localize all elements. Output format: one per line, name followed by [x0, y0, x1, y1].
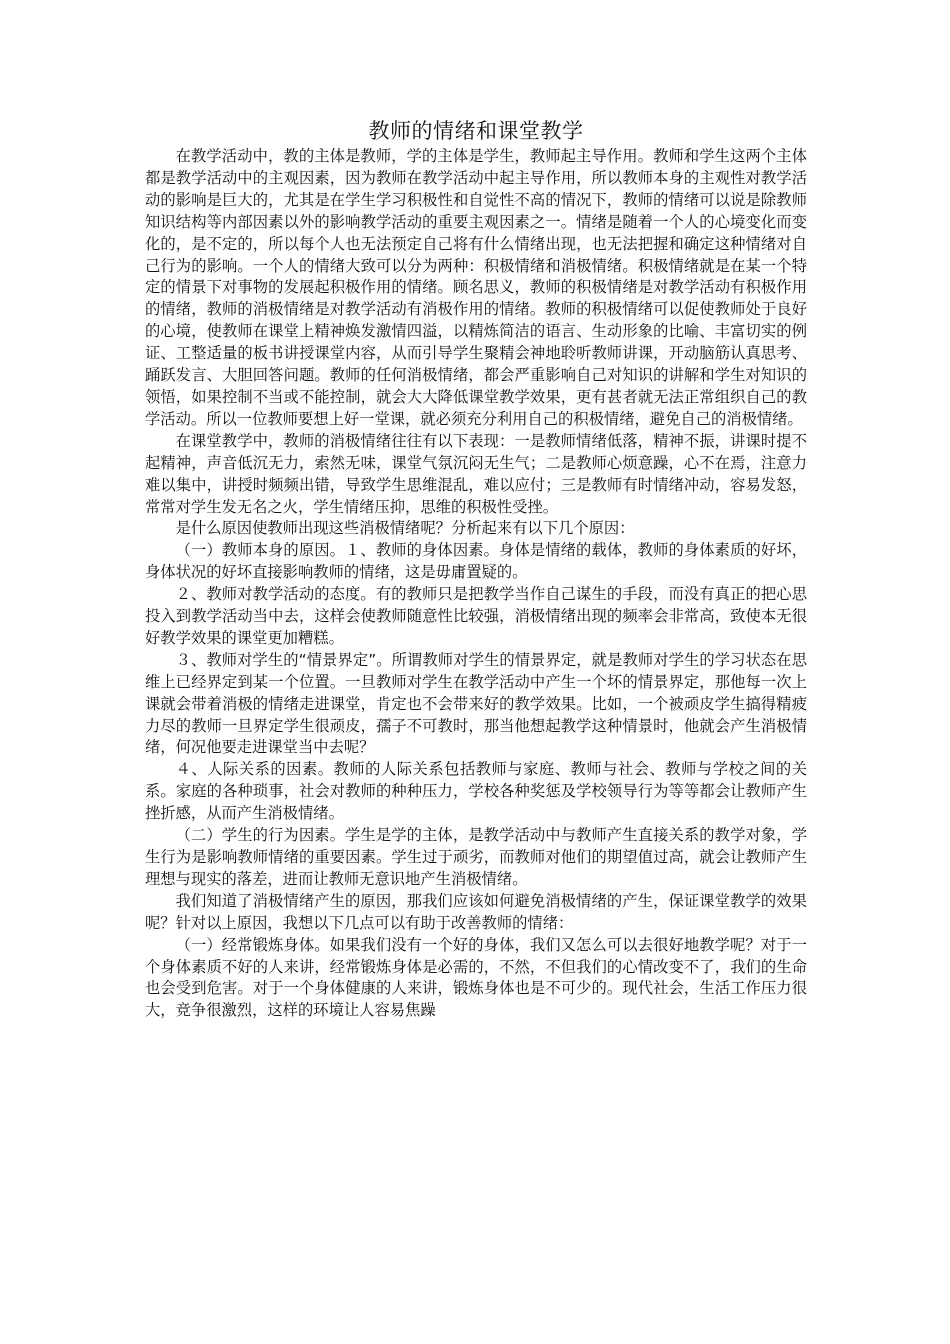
- paragraph-negative-emotion-symptoms: 在课堂教学中，教师的消极情绪往往有以下表现：一是教师情绪低落，精神不振，讲课时提不起精神，声音低沉无力，索然无味，课堂气氛沉闷无生气；二是教师心烦意躁，心不在焉，注意力难以集中，讲授时频频出错，导致学生思维混乱，难以应付；三是教师有时情绪冲动，容易发怒，常常对学生发无名之火，学生情绪压抑，思维的积极性受挫。: [145, 431, 807, 516]
- paragraph-cause-student-behavior: （二）学生的行为因素。学生是学的主体，是教学活动中与教师产生直接关系的教学对象，学生行为是影响教师情绪的重要因素。学生过于顽劣，而教师对他们的期望值过高，就会让教师产生理想与现实的落差，进而让教师无意识地产生消极情绪。: [145, 826, 807, 888]
- document-page: [145, 116, 807, 1022]
- paragraph-cause-teacher-body: （一）教师本身的原因。１、教师的身体因素。身体是情绪的载体，教师的身体素质的好坏，身体状况的好坏直接影响教师的情绪，这是毋庸置疑的。: [145, 541, 807, 582]
- paragraph-intro: 在教学活动中，教的主体是教师，学的主体是学生，教师起主导作用。教师和学生这两个主体都是教学活动中的主观因素，因为教师在教学活动中起主导作用，所以教师本身的主观性对教学活动的影响是巨大的，尤其是在学生学习积极性和自觉性不高的情况下，教师的情绪可以说是除教师知识结构等内部因素以外的影响教学活动的重要主观因素之一。情绪是随着一个人的心境变化而变化的，是不定的，所以每个人也无法预定自己将有什么情绪出现，也无法把握和确定这种情绪对自己行为的影响。一个人的情绪大致可以分为两种：积极情绪和消极情绪。积极情绪就是在某一个特定的情景下对事物的发展起积极作用的情绪。顾名思义，教师的积极情绪是对教学活动有积极作用的情绪，教师的消极情绪是对教学活动有消极作用的情绪。教师的积极情绪可以促使教师处于良好的心境，使教师在课堂上精神焕发激情四溢，以精炼简洁的语言、生动形象的比喻、丰富切实的例证、工整适量的板书讲授课堂内容，从而引导学生聚精会神地聆听教师讲课，开动脑筋认真思考、踊跃发言、大胆回答问题。教师的任何消极情绪，都会严重影响自己对知识的讲解和学生对知识的领悟，如果控制不当或不能控制，就会大大降低课堂教学效果，更有甚者就无法正常组织自己的教学活动。所以一位教师要想上好一堂课，就必须充分利用自己的积极情绪，避免自己的消极情绪。: [145, 147, 807, 428]
- paragraph-cause-teaching-attitude: ２、教师对教学活动的态度。有的教师只是把教学当作自己谋生的手段，而没有真正的把心思投入到教学活动当中去，这样会使教师随意性比较强，消极情绪出现的频率会非常高，致使本无很好教学效果的课堂更加糟糕。: [145, 585, 807, 647]
- paragraph-solutions-intro: 我们知道了消极情绪产生的原因，那我们应该如何避免消极情绪的产生，保证课堂教学的效果呢？针对以上原因，我想以下几点可以有助于改善教师的情绪：: [145, 891, 807, 932]
- paragraph-solution-exercise: （一）经常锻炼身体。如果我们没有一个好的身体，我们又怎么可以去很好地教学呢？对于一个身体素质不好的人来讲，经常锻炼身体是必需的，不然，不但我们的心情改变不了，我们的生命也会受到危害。对于一个身体健康的人来讲，锻炼身体也是不可少的。现代社会，生活工作压力很大，竞争很激烈，这样的环境让人容易焦躁: [145, 935, 807, 1020]
- paragraph-cause-relationships: ４、人际关系的因素。教师的人际关系包括教师与家庭、教师与社会、教师与学校之间的关系。家庭的各种琐事，社会对教师的种种压力，学校各种奖惩及学校领导行为等等都会让教师产生挫折感，从而产生消极情绪。: [145, 760, 807, 823]
- document-title: 教师的情绪和课堂教学: [368, 119, 584, 143]
- paragraph-cause-situation-definition: ３、教师对学生的“情景界定”。所谓教师对学生的情景界定，就是教师对学生的学习状态在思维上已经界定到某一个位置。一旦教师对学生在教学活动中产生一个坏的情景界定，那他每一次上课就会带着消极的情绪走进课堂，肯定也不会带来好的教学效果。比如，一个被顽皮学生搞得精疲力尽的教师一旦界定学生很顽皮，孺子不可教时，那当他想起教学这种情景时，他就会产生消极情绪，何况他要走进课堂当中去呢？: [145, 650, 807, 757]
- paragraph-causes-question: 是什么原因使教师出现这些消极情绪呢？分析起来有以下几个原因：: [175, 519, 635, 538]
